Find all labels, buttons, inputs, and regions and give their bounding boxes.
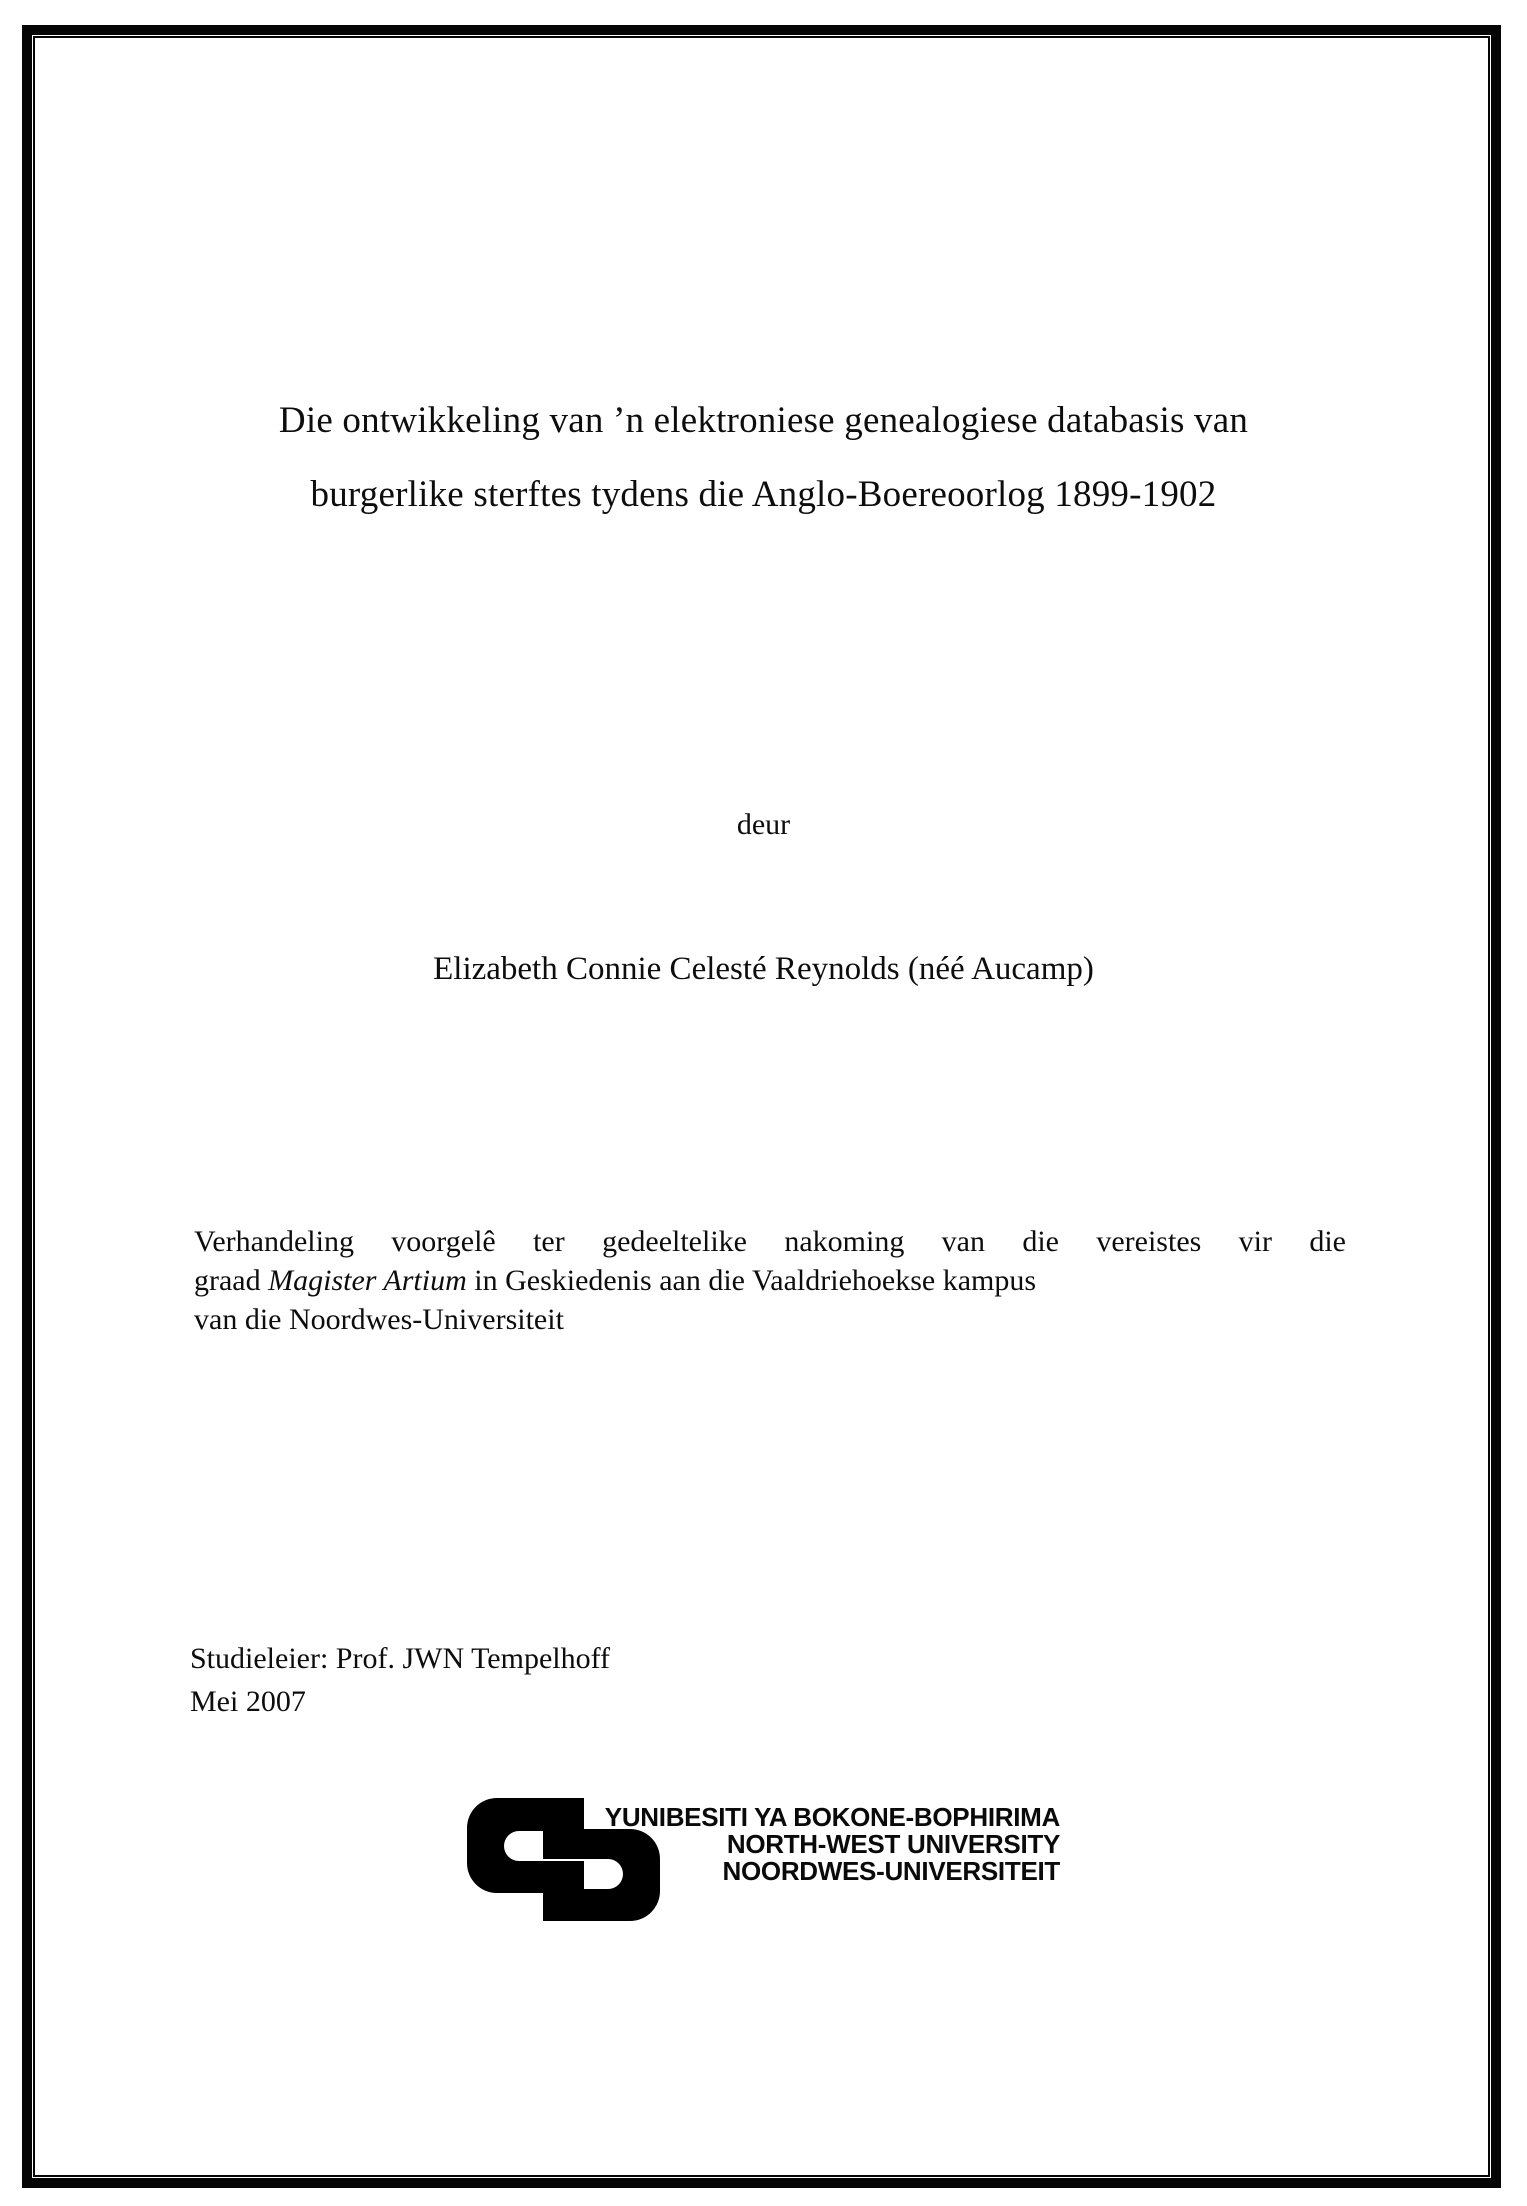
thesis-title-line1: Die ontwikkeling van ’n elektroniese genealogiese databasis van: [278, 400, 1249, 441]
logo-text-afrikaans: NOORDWES-UNIVERSITEIT: [722, 1856, 1060, 1886]
submission-line2-pre: graad: [194, 1264, 269, 1297]
thesis-title: [100, 398, 1427, 518]
submission-line1: Verhandeling voorgelê ter gedeeltelike nakoming van die vereistes vir die: [194, 1225, 1346, 1258]
submission-line2-post: in Geskiedenis aan die Vaaldriehoekse kampus: [466, 1264, 1037, 1297]
supervisor-line: Studieleier: Prof. JWN Tempelhoff: [190, 1642, 611, 1675]
submission-statement: [194, 1222, 1346, 1339]
thesis-title-line2: burgerlike sterftes tydens die Anglo-Boereoorlog 1899-1902: [310, 474, 1217, 515]
university-logo: [467, 1798, 1067, 1928]
date-line: Mei 2007: [190, 1685, 306, 1718]
submission-line3: van die Noordwes-Universiteit: [194, 1303, 564, 1336]
author-name: Elizabeth Connie Celesté Reynolds (néé Aucamp): [433, 951, 1094, 987]
logo-text-setswana: YUNIBESITI YA BOKONE-BOPHIRIMA: [604, 1802, 1060, 1832]
degree-name-italic: Magister Artium: [268, 1264, 467, 1297]
supervisor-block: [190, 1637, 610, 1723]
university-logo-text: [590, 1804, 1060, 1885]
submission-line2: [194, 1261, 1346, 1300]
logo-text-english: NORTH-WEST UNIVERSITY: [726, 1829, 1060, 1859]
byline-deur: deur: [736, 808, 791, 841]
